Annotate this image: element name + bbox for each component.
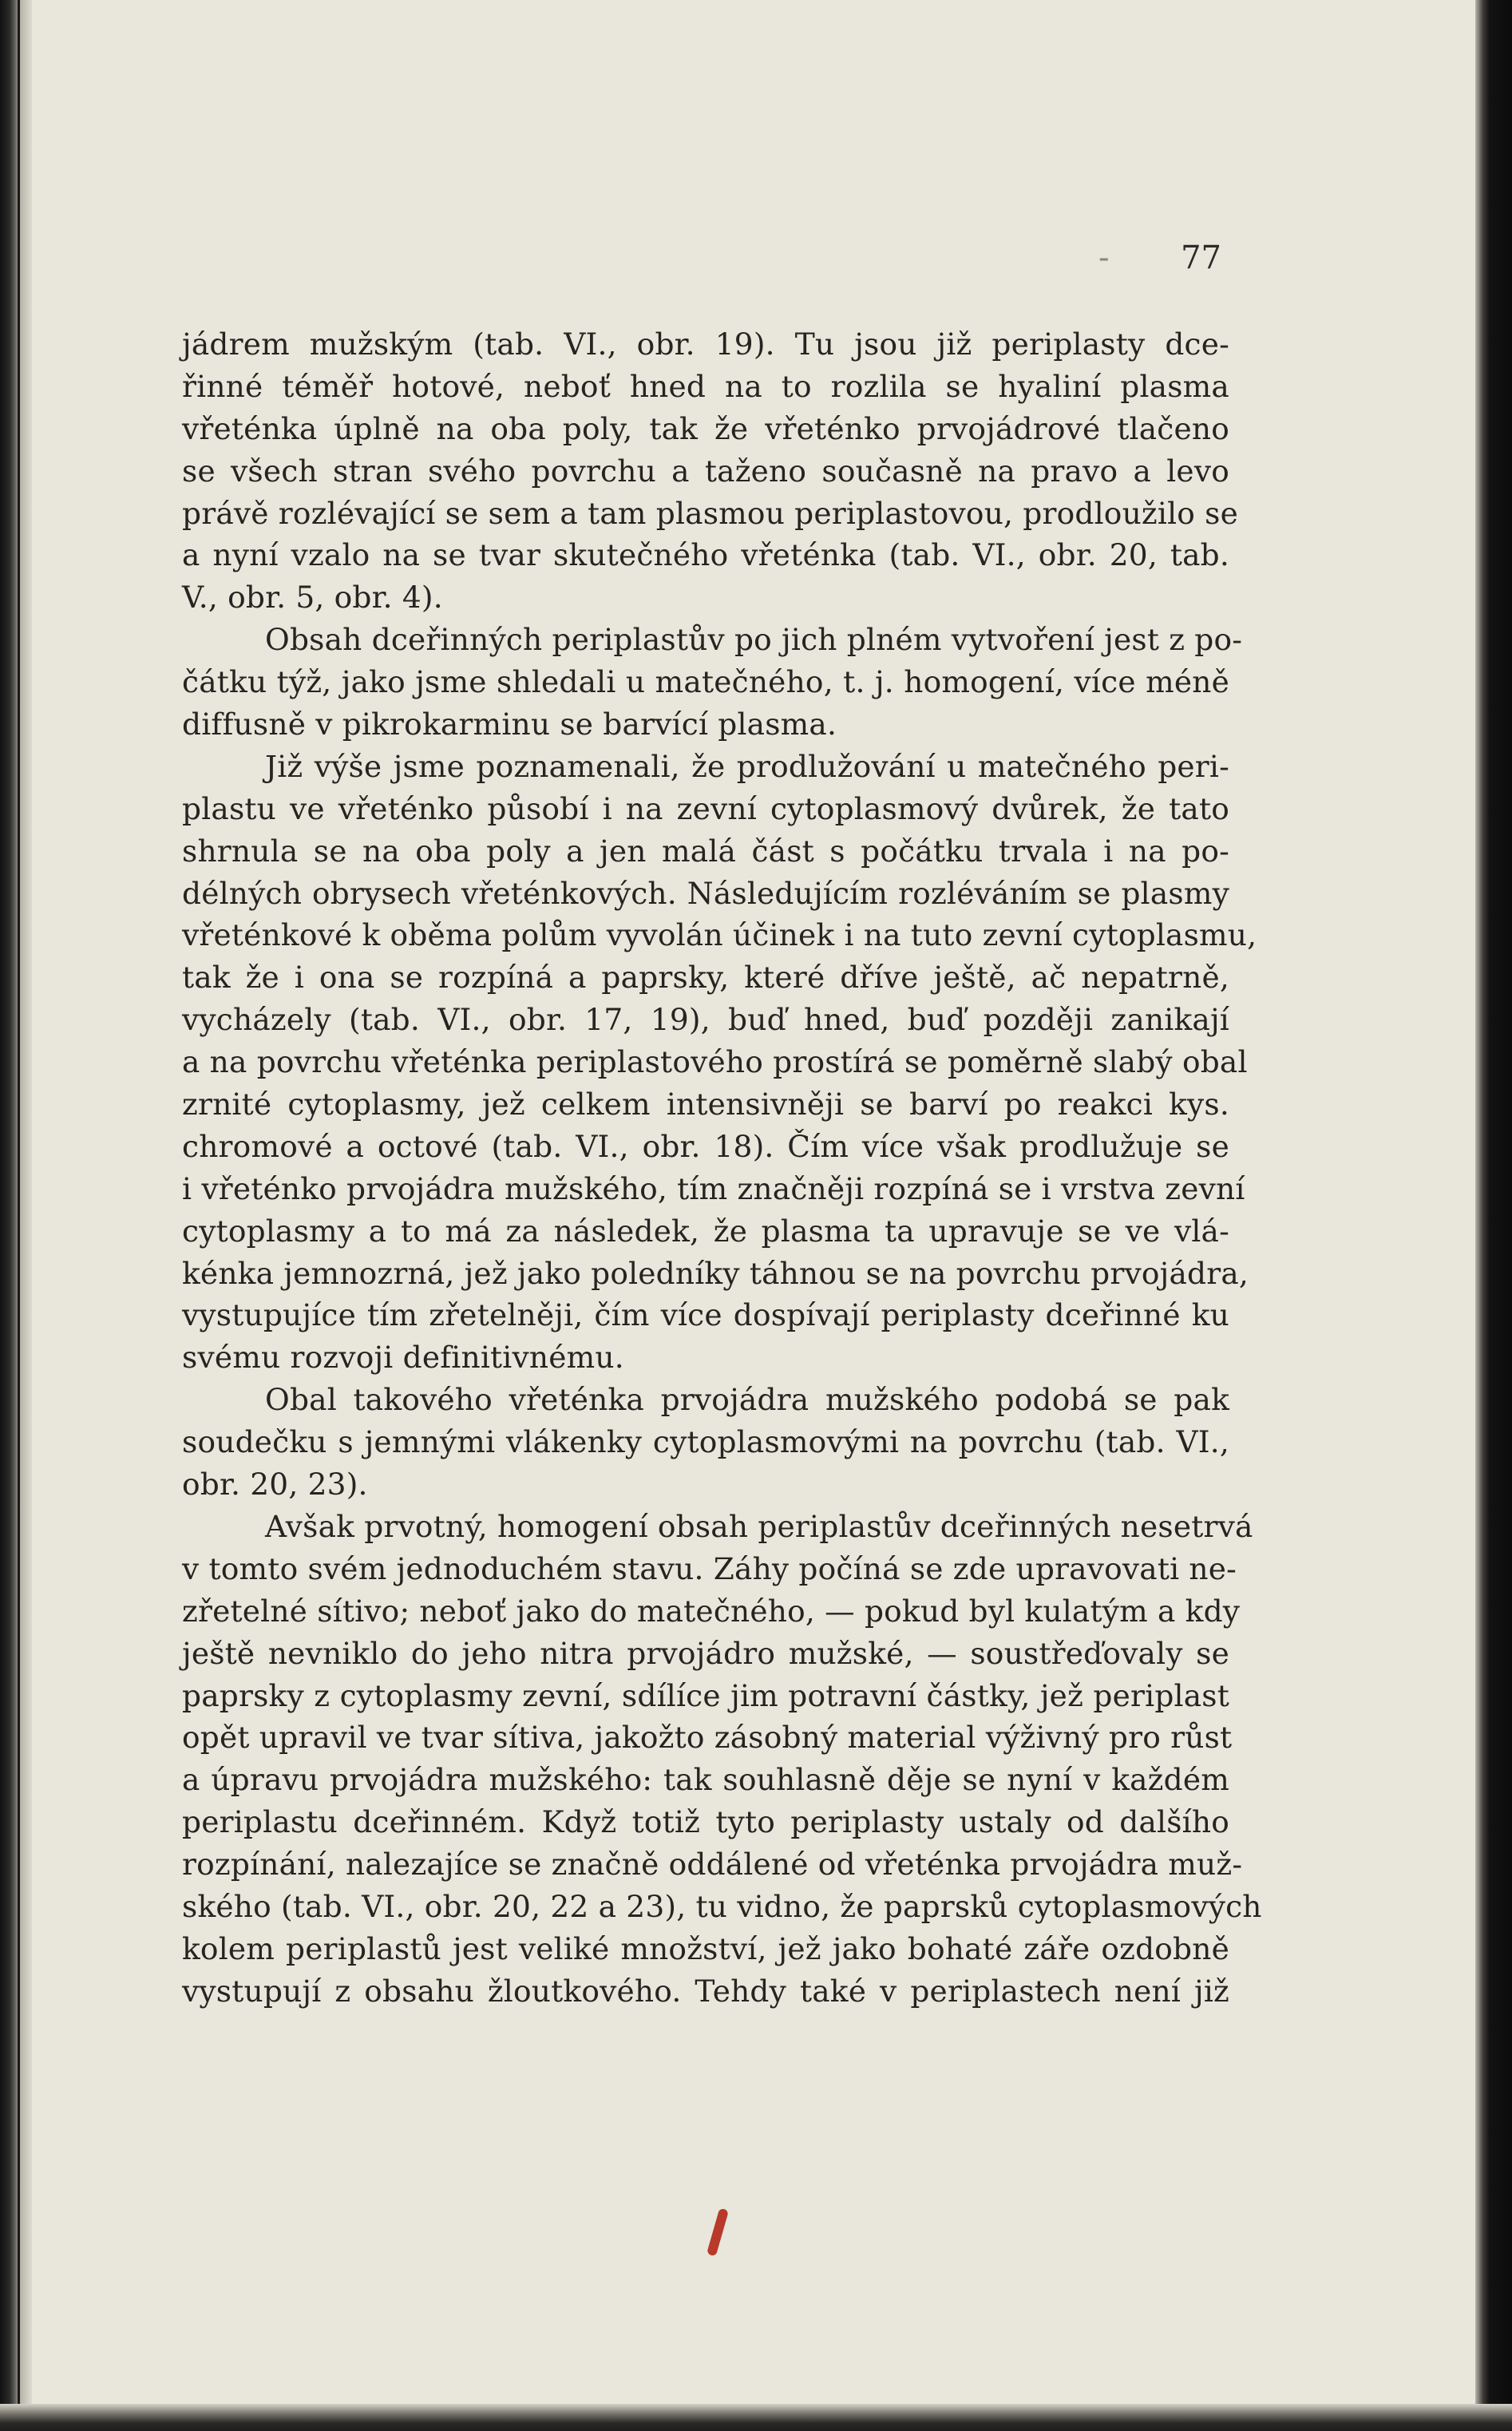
book-binding-edge	[0, 0, 32, 2431]
text-line: vystupují z obsahu žloutkového. Tehdy také v periplastech není již	[182, 1973, 1229, 2009]
text-line: vřeténka úplně na oba poly, tak že vřeténko prvojádrové tlačeno	[182, 410, 1229, 446]
text-line: v tomto svém jednoduchém stavu. Záhy počíná se zde upravovati ne-	[182, 1550, 1237, 1586]
text-line: periplastu dceřinném. Když totiž tyto periplasty ustaly od dalšího	[182, 1804, 1229, 1840]
pen-mark	[707, 2208, 729, 2257]
text-line: řinné téměř hotové, neboť hned na to rozlila se hyaliní plasma	[182, 368, 1229, 404]
body-text	[182, 323, 1262, 2013]
text-line: ještě nevniklo do jeho nitra prvojádro mužské, — soustřeďovaly se	[182, 1635, 1229, 1671]
text-line: paprsky z cytoplasmy zevní, sdílíce jim potravní částky, jež periplast	[182, 1677, 1229, 1713]
text-line: zřetelné sítivo; neboť jako do matečného, — pokud byl kulatým a kdy	[182, 1593, 1241, 1629]
text-line: kolem periplastů jest veliké množství, jež jako bohaté záře ozdobně	[182, 1930, 1229, 1966]
binding-shadow-line	[18, 0, 20, 2431]
text-line: jádrem mužským (tab. VI., obr. 19). Tu jsou již periplasty dce-	[182, 327, 1229, 362]
scan-right-edge	[1475, 0, 1512, 2431]
text-line: tak že i ona se rozpíná a paprsky, které dříve ještě, ač nepatrně,	[182, 960, 1229, 996]
text-line: Obal takového vřeténka prvojádra mužského podobá se pak	[265, 1382, 1229, 1418]
text-line: právě rozlévající se sem a tam plasmou periplastovou, prodloužilo se	[182, 495, 1239, 531]
text-line: rozpínání, nalezajíce se značně oddálené od vřeténka prvojádra muž-	[182, 1847, 1243, 1883]
text-line: vycházely (tab. VI., obr. 17, 19), buď hned, buď později zanikají	[182, 1002, 1229, 1038]
text-line: se všech stran svého povrchu a taženo současně na pravo a levo	[182, 453, 1229, 489]
text-line: obr. 20, 23).	[182, 1467, 368, 1503]
text-line: vystupujíce tím zřetelněji, čím více dospívají periplasty dceřinné ku	[182, 1297, 1229, 1333]
text-line: vřeténkové k oběma polům vyvolán účinek i na tuto zevní cytoplasmu,	[182, 917, 1257, 953]
page-number: 77	[1181, 240, 1221, 276]
text-line: opět upravil ve tvar sítiva, jakožto zásobný material výživný pro růst	[182, 1720, 1233, 1756]
text-line: kénka jemnozrná, jež jako poledníky táhnou se na povrchu prvojádra,	[182, 1255, 1249, 1291]
text-line: svému rozvoji definitivnému.	[182, 1340, 624, 1376]
text-line: délných obrysech vřeténkových. Následujícím rozléváním se plasmy	[182, 875, 1229, 911]
text-line: soudečku s jemnými vlákenky cytoplasmovými na povrchu (tab. VI.,	[182, 1424, 1229, 1460]
text-line: chromové a octové (tab. VI., obr. 18). Čím více však prodlužuje se	[182, 1128, 1229, 1164]
text-line: i vřeténko prvojádra mužského, tím značněji rozpíná se i vrstva zevní	[182, 1170, 1245, 1206]
text-line: diffusně v pikrokarminu se barvící plasma.	[182, 707, 837, 742]
text-line: a úpravu prvojádra mužského: tak souhlasně děje se nyní v každém	[182, 1762, 1229, 1798]
text-line: ského (tab. VI., obr. 20, 22 a 23), tu vidno, že paprsků cytoplasmových	[182, 1888, 1262, 1924]
text-line: cytoplasmy a to má za následek, že plasma ta upravuje se ve vlá-	[182, 1213, 1229, 1249]
text-line: a nyní vzalo na se tvar skutečného vřeténka (tab. VI., obr. 20, tab.	[182, 537, 1229, 573]
text-line: a na povrchu vřeténka periplastového prostírá se poměrně slabý obal	[182, 1044, 1248, 1080]
page-header-dash: -	[1098, 240, 1110, 276]
text-line: Obsah dceřinných periplastův po jich plném vytvoření jest z po-	[265, 622, 1243, 658]
text-line: zrnité cytoplasmy, jež celkem intensivněji se barví po reakci kys.	[182, 1087, 1229, 1122]
text-line: Již výše jsme poznamenali, že prodlužování u matečného peri-	[265, 748, 1229, 784]
text-line: V., obr. 5, obr. 4).	[182, 580, 443, 616]
text-line: plastu ve vřeténko působí i na zevní cytoplasmový dvůrek, že tato	[182, 790, 1229, 826]
text-line: Avšak prvotný, homogení obsah periplastův dceřinných nesetrvá	[265, 1508, 1253, 1544]
text-line: čátku týž, jako jsme shledali u matečného, t. j. homogení, více méně	[182, 664, 1229, 700]
scan-bottom-edge	[0, 2404, 1512, 2431]
text-line: shrnula se na oba poly a jen malá část s počátku trvala i na po-	[182, 833, 1229, 869]
